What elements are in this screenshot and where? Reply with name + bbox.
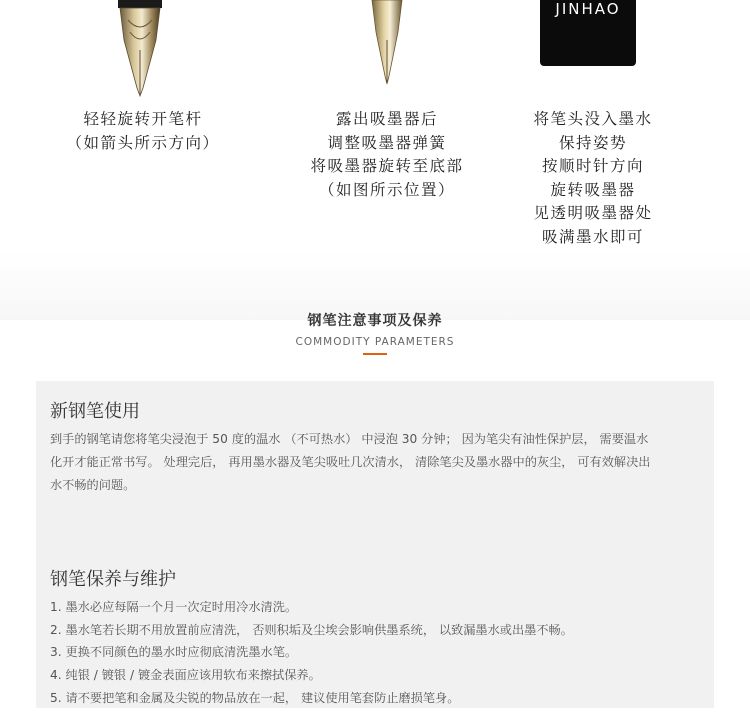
step-line: 调整吸墨器弹簧 [327, 133, 447, 152]
usage-paragraph [50, 428, 710, 497]
usage-line: 水不畅的问题。 [50, 478, 136, 492]
step-line: 将笔头没入墨水 [533, 110, 653, 128]
list-item: 3. 更换不同颜色的墨水时应彻底清洗墨水笔。 [50, 645, 298, 660]
pen-nib-image-2 [362, 0, 412, 90]
pen-nib-image-1 [110, 0, 170, 100]
usage-line: 到手的钢笔请您将笔尖浸泡于 50 度的温水 （不可热水） 中浸泡 30 分钟； 因为笔尖有油性保护层， 需要温水 [50, 432, 649, 446]
step-line: 露出吸墨器后 [335, 110, 438, 128]
ink-bottle-image [540, 0, 636, 66]
usage-line: 化开才能正常书写。 处理完后， 再用墨水器及笔尖吸吐几次清水， 清除笔尖及墨水器中的灰尘， 可有效解决出 [50, 455, 651, 469]
care-panel [36, 381, 714, 708]
step-line: （如图所示位置） [318, 180, 455, 199]
care-title: 钢笔保养与维护 [50, 569, 176, 590]
list-item: 1. 墨水必应每隔一个月一次定时用冷水清洗。 [50, 600, 298, 614]
list-item: 4. 纯银 / 镀银 / 镀金表面应该用软布来擦拭保养。 [50, 668, 321, 683]
usage-title: 新钢笔使用 [50, 401, 140, 422]
step-line: 保持姿势 [558, 133, 627, 152]
brand-logo-text: JINHAO [555, 0, 621, 18]
section-subtitle: COMMODITY PARAMETERS [295, 336, 455, 348]
step-line: 按顺时针方向 [541, 157, 644, 175]
step-3-text [468, 108, 718, 249]
step-line: 见透明吸墨器处 [533, 204, 653, 222]
step-line: 轻轻旋转开笔杆 [83, 110, 203, 128]
step-line: 将吸墨器旋转至底部 [310, 157, 464, 175]
step-1-text [18, 108, 268, 155]
step-line: 旋转吸墨器 [550, 180, 636, 199]
list-item: 5. 请不要把笔和金属及尖锐的物品放在一起， 建议使用笔套防止磨损笔身。 [50, 690, 460, 705]
list-item: 2. 墨水笔若长期不用放置前应清洗， 否则积垢及尘埃会影响供墨系统， 以致漏墨水或出墨不畅。 [50, 622, 573, 637]
accent-underline [363, 353, 387, 355]
section-header [0, 300, 750, 355]
steps-area [0, 0, 750, 320]
care-list [50, 596, 710, 710]
step-line: （如箭头所示方向） [66, 133, 220, 152]
step-line: 吸满墨水即可 [541, 227, 644, 246]
section-title: 钢笔注意事项及保养 [307, 313, 443, 329]
